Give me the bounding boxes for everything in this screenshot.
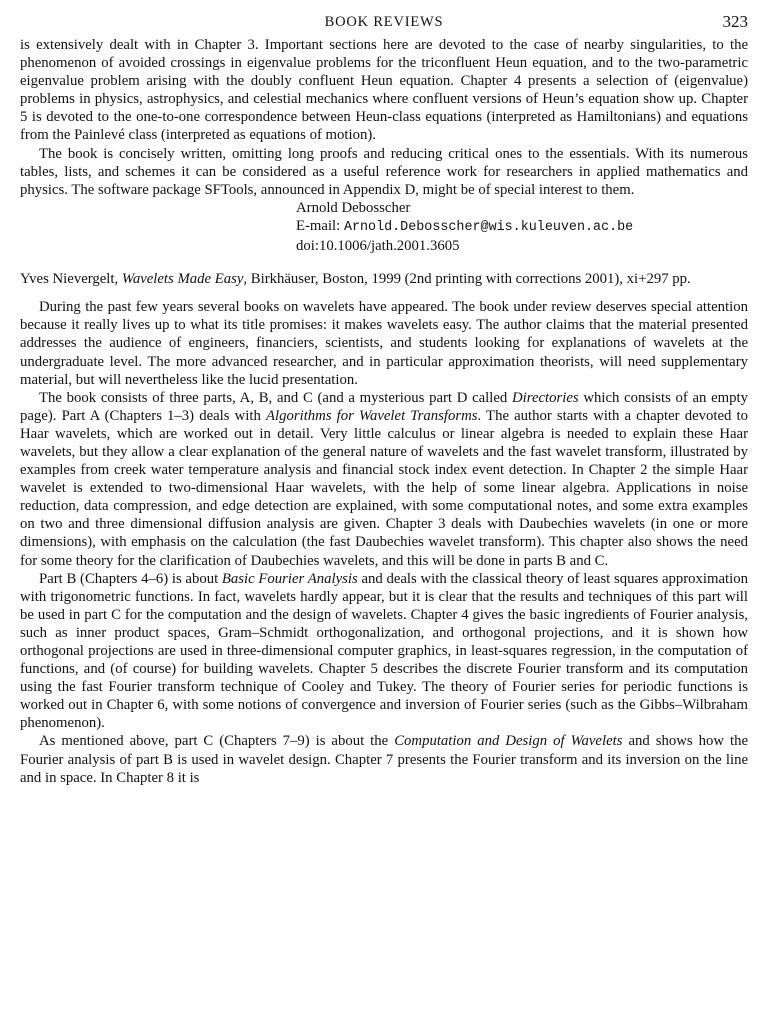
text-run: which consists of an empty page). Part A (Chapters 1–3) deals with — [20, 389, 748, 424]
text-run: Part B (Chapters 4–6) is about — [39, 570, 222, 587]
reviewer-name: Arnold Debosscher — [296, 199, 411, 216]
email-label: E-mail: — [296, 217, 341, 234]
book-details: , Birkhäuser, Boston, 1999 (2nd printing with corrections 2001), xi+297 pp. — [243, 271, 691, 288]
text-run: As mentioned above, part C (Chapters 7–9) is about the — [39, 733, 395, 750]
text-run: . The author starts with a chapter devoted to Haar wavelets, which are worked out in detail. Very little calculus or linear algebra is needed to explain these Haar wavelets, but they allow a clear explanation of the general nature of wavelets and the fast wavelet transform, illustrated by examples from creek water temperature analysis and financial stock index event detection. In Chapter 2 the simple Haar wavelet is extended to two-dimensional Haar wavelets, with the help of some linear algebra. Applications in noise reduction, data compression, and edge detection are explained, with some computational notes, and some extra examples on two and three dimensional diffusion analysis are given. Chapter 3 deals with Daubechies wavelets (in one or more dimensions), with emphasis on the calculation (the fast Daubechies wavelet transform). This chapter also shows the need for some theory for the clarification of Daubechies wavelets, and this will be done in parts B and C. — [20, 407, 748, 569]
text-run: The book consists of three parts, A, B, and C (and a mysterious part D called — [39, 389, 512, 406]
italic-run: Basic Fourier Analysis — [221, 570, 358, 587]
book-citation — [20, 270, 748, 288]
text-run: and shows how the Fourier analysis of part B is used in wavelet design. Chapter 7 presents the Fourier transform and its inversion on the line and in space. In Chapter 8 it is — [20, 733, 748, 786]
reviewer-email-line — [296, 217, 748, 237]
review2-paragraph-2 — [20, 389, 748, 570]
book-title: Wavelets Made Easy — [121, 271, 244, 288]
review2-paragraph-1: During the past few years several books on wavelets have appeared. The book under review deserves special attention because it really lives up to what its title promises: it makes wavelets easy. The author claims that the material presented addresses the audience of engineers, financiers, scientists, and students looking for explanations of wavelets at the undergraduate level. The more advanced researcher, and in particular approximation theorists, will need supplementary material, but will nevertheless like the lucid presentation. — [20, 299, 748, 388]
review2-paragraph-3 — [20, 570, 748, 733]
reviewer-doi: doi:10.1006/jath.2001.3605 — [296, 238, 460, 255]
book-author: Yves Nievergelt, — [20, 271, 119, 288]
italic-run: Directories — [512, 389, 579, 406]
reviewer-email: Arnold.Debosscher@wis.kuleuven.ac.be — [343, 219, 634, 235]
italic-run: Algorithms for Wavelet Transforms — [266, 407, 478, 424]
italic-run: Computation and Design of Wavelets — [394, 733, 623, 750]
reviewer-signature — [296, 199, 748, 255]
page-number: 323 — [722, 12, 748, 31]
review1-paragraph-2: The book is concisely written, omitting long proofs and reducing critical ones to the essentials. With its numerous tables, lists, and schemes it can be considered as a useful reference work for researchers in applied mathematics and physics. The software package SFTools, announced in Appendix D, might be of special interest to them. — [20, 145, 748, 198]
page-header — [20, 12, 748, 36]
journal-page — [20, 12, 748, 787]
review1-paragraph-1: is extensively dealt with in Chapter 3. Important sections here are devoted to the case of nearby singularities, to the phenomenon of avoided crossings in eigenvalue problems for the triconfluent Heun equation, and to the two-parametric eigenvalue problem arising with the doubly confluent Heun equation. Chapter 4 presents a selection of (eigenvalue) problems in physics, astrophysics, and celestial mechanics where confluent versions of Heun’s equation show up. Chapter 5 is devoted to the one-to-one correspondence between Heun-class equations (interpreted as Hamiltonians) and equations from the Painlevé class (interpreted as equations of motion). — [20, 37, 748, 144]
review2-paragraph-4 — [20, 732, 748, 786]
page-body — [20, 36, 748, 787]
running-head: BOOK REVIEWS — [324, 14, 444, 30]
text-run: and deals with the classical theory of least squares approximation with trigonometric functions. In fact, wavelets hardly appear, but it is clear that the results and techniques of this part will be used in part C for the computation and the design of wavelets. Chapter 4 gives the basic ingredients of Fourier analysis, such as inner product spaces, Gram–Schmidt orthogonalization, and orthogonal projections, and it is shown how orthogonal projections are used in three-dimensional computer graphics, in least-squares regression, in the computation of functions, and (of course) for building wavelets. Chapter 5 describes the discrete Fourier transform and its computation using the fast Fourier transform technique of Cooley and Tukey. The theory of Fourier series for periodic functions is worked out in Chapter 6, with some notions of convergence and inversion of Fourier series (such as the Gibbs–Wilbraham phenomenon). — [20, 570, 748, 732]
